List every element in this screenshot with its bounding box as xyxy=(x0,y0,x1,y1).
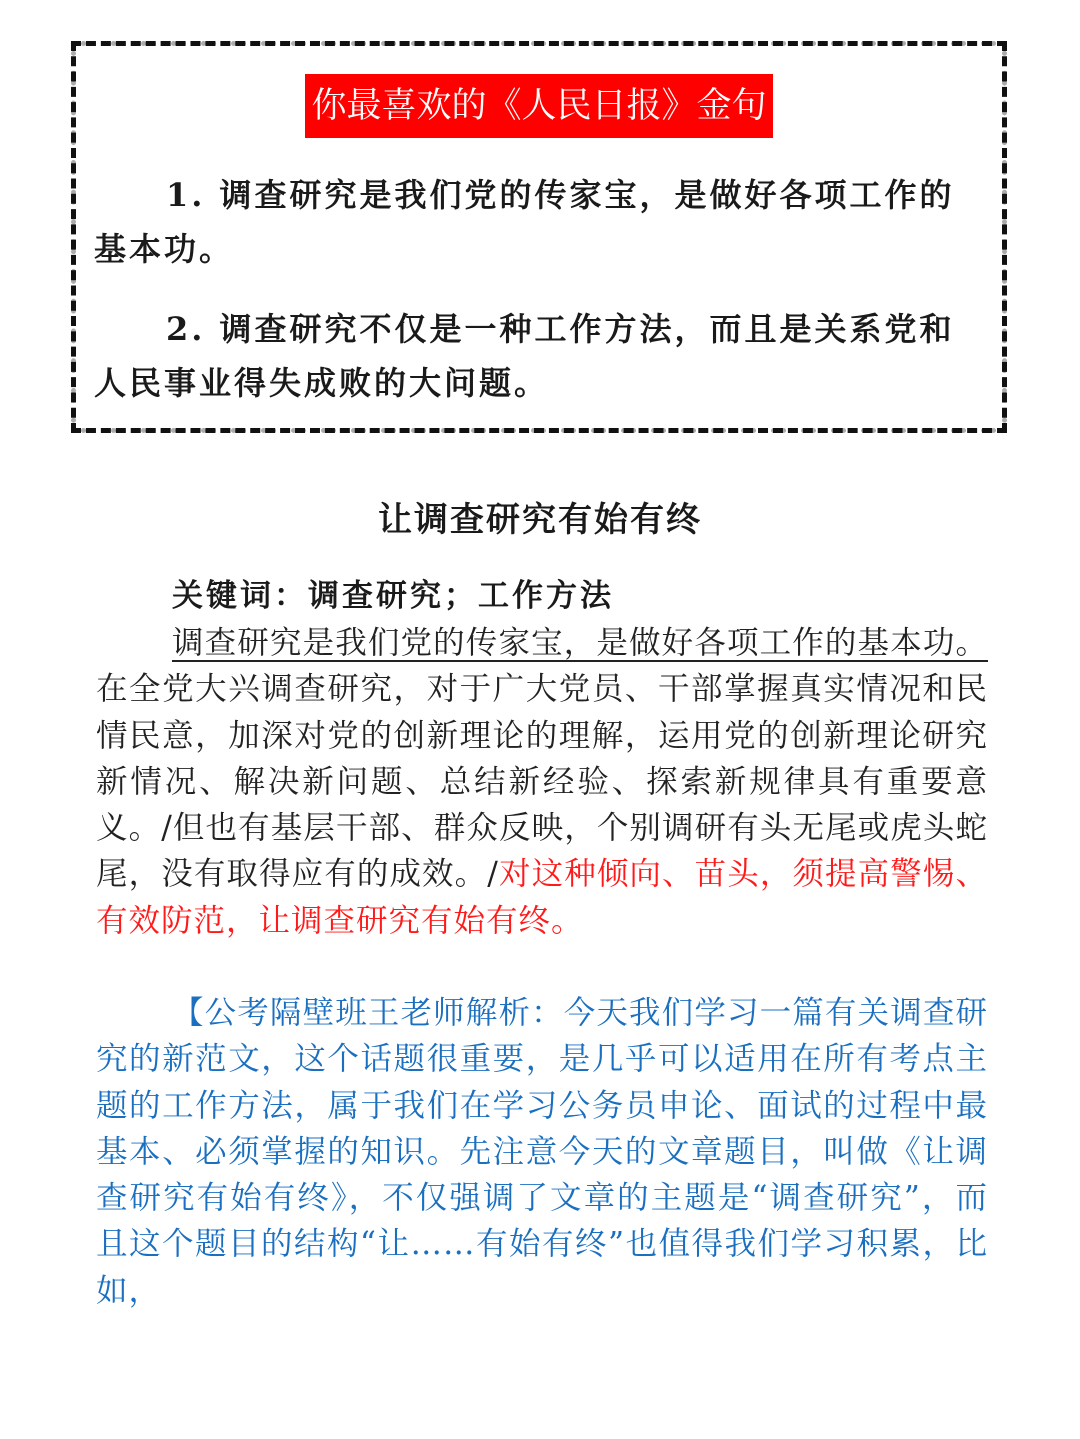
quote-box-title: 你最喜欢的《人民日报》金句 xyxy=(305,74,772,138)
quote-title-wrap xyxy=(76,74,1002,138)
article-keywords: 关键词：调查研究；工作方法 xyxy=(172,578,614,614)
article-title: 让调查研究有始有终 xyxy=(378,500,702,540)
quote-item-1: 1. 调查研究是我们党的传家宝，是做好各项工作的基本功。 xyxy=(94,176,955,268)
article-paragraph-1 xyxy=(96,620,988,944)
quote-item-2: 2. 调查研究不仅是一种工作方法，而且是关系党和人民事业得失成败的大问题。 xyxy=(94,310,955,402)
paragraph-1-body: 在全党大兴调查研究，对于广大党员、干部掌握真实情况和民情民意，加深对党的创新理论的理解，运用党的创新理论研究新情况、解决新问题、总结新经验、探索新规律具有重要意义。/但也有基层干部、群众反映，个别调研有头无尾或虎头蛇尾，没有取得应有的成效。/ xyxy=(96,671,988,893)
underlined-lead-sentence: 调查研究是我们党的传家宝，是做好各项工作的基本功。 xyxy=(172,625,988,661)
golden-quote-box xyxy=(71,41,1007,433)
teacher-analysis-paragraph: 【公考隔壁班王老师解析：今天我们学习一篇有关调查研究的新范文，这个话题很重要，是几乎可以适用在所有考点主题的工作方法，属于我们在学习公务员申论、面试的过程中最基本、必须掌握的知识。先注意今天的文章题目，叫做《让调查研究有始有终》，不仅强调了文章的主题是“调查研究”，而且这个题目的结构“让……有始有终”也值得我们学习积累，比如， xyxy=(96,995,988,1309)
highlighted-conclusion: 对这种倾向、苗头，须提高警惕、有效防范，让调查研究有始有终。 xyxy=(96,856,988,939)
